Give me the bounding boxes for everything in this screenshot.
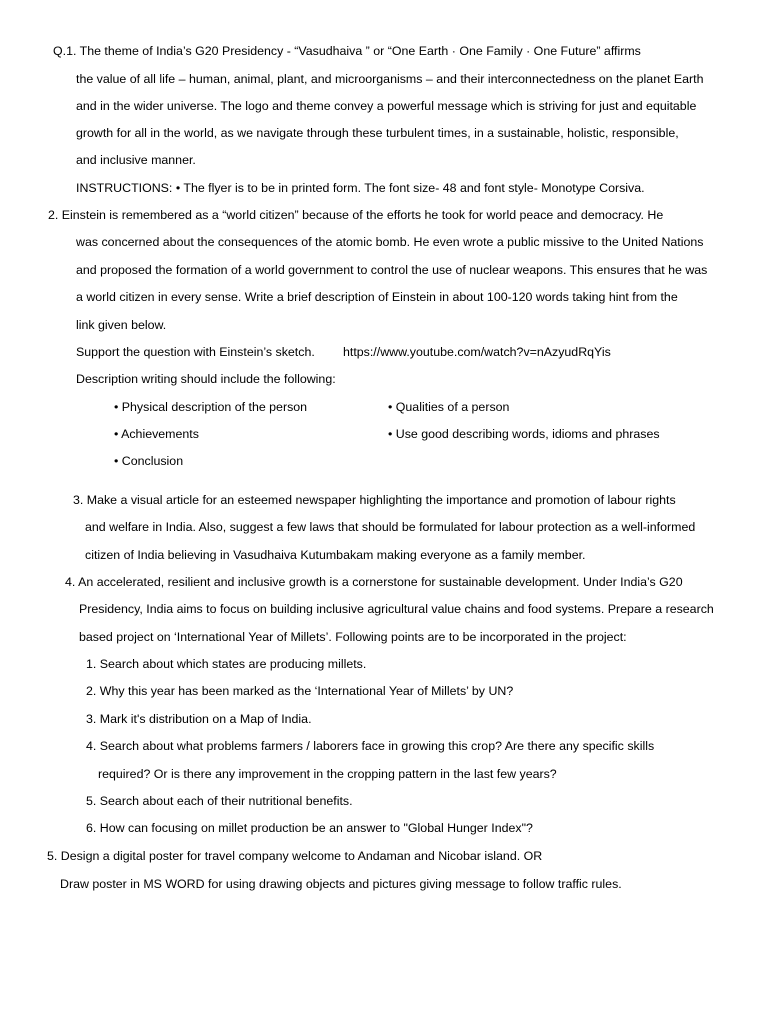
q5-line-2: Draw poster in MS WORD for using drawing objects and pictures giving message to follow traffic rules. [60, 877, 622, 891]
q2-line-4: a world citizen in every sense. Write a brief description of Einstein in about 100-120 words taking hint from the [76, 290, 678, 304]
q1-instructions: INSTRUCTIONS: • The flyer is to be in printed form. The font size- 48 and font style- Monotype Corsiva. [76, 181, 645, 195]
q4-point: 3. Mark it's distribution on a Map of India. [86, 712, 312, 726]
q4-point: 1. Search about which states are producing millets. [86, 657, 367, 671]
q3-line-1: 3. Make a visual article for an esteemed newspaper highlighting the importance and promotion of labour rights [73, 493, 676, 507]
q2-include-heading: Description writing should include the following: [76, 372, 336, 386]
q1-line-2: the value of all life – human, animal, plant, and microorganisms – and their interconnectedness on the planet Earth [76, 72, 704, 86]
q2-bullet-item: • Achievements [114, 427, 199, 441]
q2-bullet-item: • Physical description of the person [114, 400, 308, 414]
q4-line-3: based project on ‘International Year of Millets’. Following points are to be incorporated in the project: [79, 630, 627, 644]
q1-line-4: growth for all in the world, as we navigate through these turbulent times, in a sustainable, holistic, responsible, [76, 126, 679, 140]
q5-line-1: 5. Design a digital poster for travel company welcome to Andaman and Nicobar island. OR [47, 849, 543, 863]
q4-point: 2. Why this year has been marked as the ‘International Year of Millets’ by UN? [86, 684, 514, 698]
q2-bullet-item: • Qualities of a person [388, 400, 510, 414]
q1-line-3: and in the wider universe. The logo and theme convey a powerful message which is striving for just and equitable [76, 99, 697, 113]
q2-line-3: and proposed the formation of a world government to control the use of nuclear weapons. This ensures that he was [76, 263, 708, 277]
q4-line-2: Presidency, India aims to focus on building inclusive agricultural value chains and food systems. Prepare a research [79, 602, 714, 616]
q2-youtube-link[interactable]: https://www.youtube.com/watch?v=nAzyudRqYis [343, 345, 611, 359]
q4-point: 5. Search about each of their nutritional benefits. [86, 794, 353, 808]
q4-point-continuation: required? Or is there any improvement in the cropping pattern in the last few years? [98, 767, 557, 781]
q4-point: 6. How can focusing on millet production be an answer to "Global Hunger Index"? [86, 821, 533, 835]
q4-line-1: 4. An accelerated, resilient and inclusive growth is a cornerstone for sustainable development. Under India’s G20 [65, 575, 683, 589]
q2-bullet-item: • Conclusion [114, 454, 184, 468]
q2-bullet-item: • Use good describing words, idioms and phrases [388, 427, 660, 441]
q1-line-1: Q.1. The theme of India’s G20 Presidency - “Vasudhaiva ” or “One Earth · One Family · One Future” affirms [53, 44, 641, 58]
q3-line-2: and welfare in India. Also, suggest a few laws that should be formulated for labour protection as a well-informed [85, 520, 696, 534]
q1-line-5: and inclusive manner. [76, 153, 196, 167]
q2-support-text: Support the question with Einstein’s sketch. [76, 345, 315, 359]
q4-point: 4. Search about what problems farmers / laborers face in growing this crop? Are there any specific skills [86, 739, 655, 753]
q2-line-1: 2. Einstein is remembered as a “world citizen” because of the efforts he took for world peace and democracy. He [48, 208, 664, 222]
q3-line-3: citizen of India believing in Vasudhaiva Kutumbakam making everyone as a family member. [85, 548, 586, 562]
q2-line-5: link given below. [76, 318, 167, 332]
q2-line-2: was concerned about the consequences of the atomic bomb. He even wrote a public missive to the United Nations [76, 235, 704, 249]
